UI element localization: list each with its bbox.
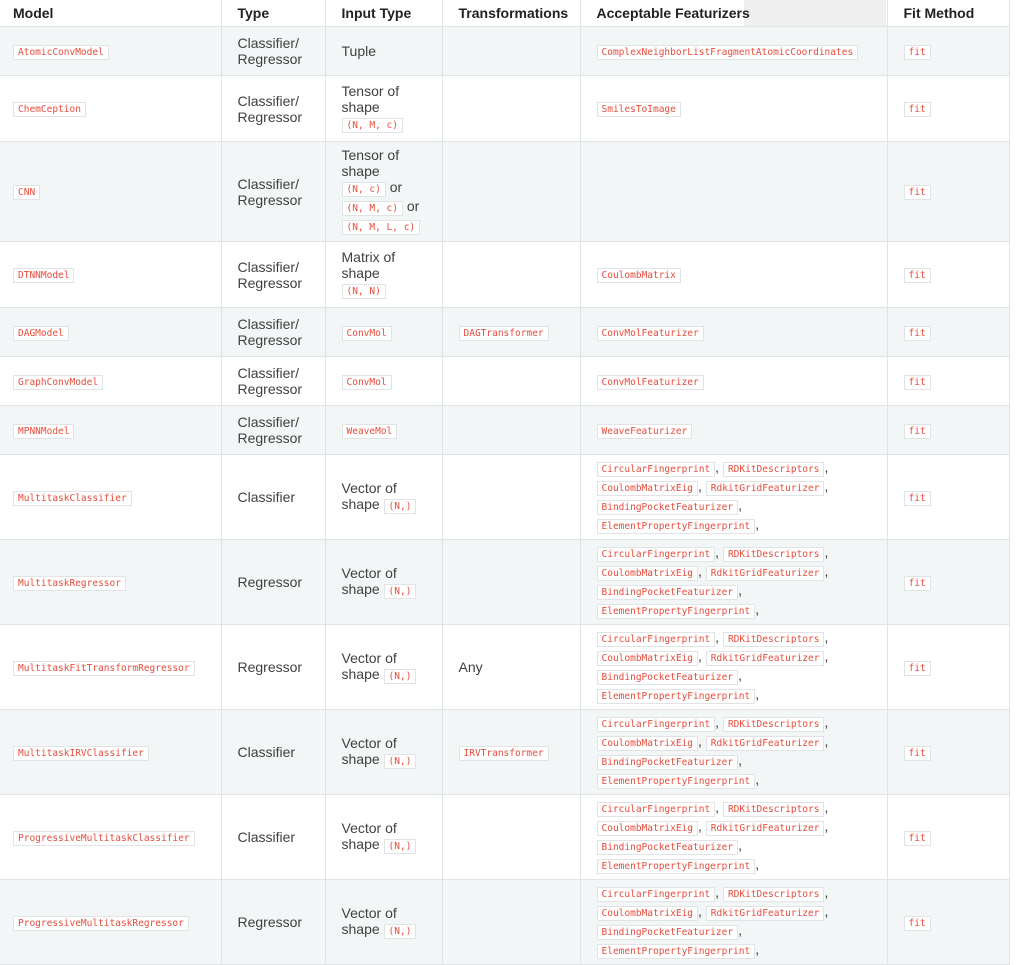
- fit-method-link[interactable]: fit: [904, 375, 931, 390]
- fit-method-link[interactable]: fit: [904, 185, 931, 200]
- transformations-cell: [442, 27, 580, 76]
- table-row: [0, 142, 1009, 242]
- transformations-cell: [442, 142, 580, 242]
- featurizers-cell: CircularFingerprint , RDKitDescriptors , CoulombMatrixEig , RdkitGridFeaturizer , BindingPocketFeaturizer , ElementPropertyFingerprint ,: [580, 625, 887, 710]
- featurizer-link[interactable]: CircularFingerprint: [597, 802, 716, 817]
- fit-method-link[interactable]: fit: [904, 661, 931, 676]
- input-type-code: (N,): [384, 839, 417, 854]
- model-cell: [0, 625, 221, 710]
- type-text: Regressor: [237, 914, 303, 930]
- featurizers-cell: [580, 242, 887, 308]
- model-cell: [0, 540, 221, 625]
- type-text: Regressor: [237, 659, 303, 675]
- model-name-link[interactable]: ProgressiveMultitaskRegressor: [13, 916, 189, 931]
- model-name-link[interactable]: MultitaskClassifier: [13, 491, 132, 506]
- type-text: Classifier: [237, 489, 296, 505]
- featurizer-link[interactable]: ElementPropertyFingerprint: [597, 774, 756, 789]
- input-type-code: WeaveMol: [342, 424, 398, 439]
- fit-method-cell: [887, 27, 1009, 76]
- featurizer-link[interactable]: ElementPropertyFingerprint: [597, 859, 756, 874]
- input-type-text: shape: [341, 265, 380, 281]
- featurizer-link[interactable]: RdkitGridFeaturizer: [706, 906, 825, 921]
- fit-method-link[interactable]: fit: [904, 746, 931, 761]
- table-row: [0, 242, 1009, 308]
- header-type: Type: [221, 0, 325, 27]
- featurizers-cell: CircularFingerprint , RDKitDescriptors , CoulombMatrixEig , RdkitGridFeaturizer , BindingPocketFeaturizer , ElementPropertyFingerprint ,: [580, 540, 887, 625]
- type-text: Classifier/: [237, 92, 299, 109]
- type-cell: [221, 710, 325, 795]
- model-cell: [0, 76, 221, 142]
- input-type-code: (N, M, L, c): [342, 220, 421, 235]
- model-name-link[interactable]: GraphConvModel: [13, 375, 103, 390]
- input-type-text: Vector of: [341, 564, 397, 581]
- header-acceptable-featurizers: Acceptable Featurizers: [580, 0, 887, 27]
- input-type-code: (N, c): [342, 182, 386, 197]
- type-text: Classifier/: [237, 365, 299, 381]
- input-type-text: Vector of: [341, 819, 397, 836]
- model-name-link[interactable]: ProgressiveMultitaskClassifier: [13, 831, 195, 846]
- fit-method-link[interactable]: fit: [904, 102, 931, 117]
- model-name-link[interactable]: MultitaskRegressor: [13, 576, 126, 591]
- featurizer-link[interactable]: RdkitGridFeaturizer: [706, 736, 825, 751]
- table-row: [0, 540, 1009, 625]
- transformer-link[interactable]: IRVTransformer: [459, 746, 549, 761]
- featurizer-link[interactable]: SmilesToImage: [597, 102, 681, 117]
- featurizer-link[interactable]: ComplexNeighborListFragmentAtomicCoordinates: [597, 45, 859, 60]
- header-fit-method: Fit Method: [887, 0, 1009, 27]
- featurizer-link[interactable]: CoulombMatrixEig: [597, 906, 699, 921]
- input-type-text: shape: [341, 665, 384, 682]
- featurizer-link[interactable]: CircularFingerprint: [597, 632, 716, 647]
- model-cell: [0, 406, 221, 455]
- fit-method-cell: [887, 710, 1009, 795]
- type-text: Classifier/: [237, 316, 299, 332]
- type-cell: [221, 406, 325, 455]
- fit-method-link[interactable]: fit: [904, 424, 931, 439]
- input-type-text: shape: [341, 495, 384, 512]
- featurizer-link[interactable]: ConvMolFeaturizer: [597, 326, 704, 341]
- transformations-cell: [442, 710, 580, 795]
- type-text: Classifier/: [237, 258, 299, 275]
- fit-method-link[interactable]: fit: [904, 831, 931, 846]
- model-cell: [0, 880, 221, 965]
- fit-method-cell: [887, 142, 1009, 242]
- table-row: [0, 880, 1009, 965]
- input-type-code: ConvMol: [342, 375, 392, 390]
- featurizer-link[interactable]: ElementPropertyFingerprint: [597, 604, 756, 619]
- table-row: [0, 357, 1009, 406]
- model-cell: [0, 357, 221, 406]
- input-type-cell: [325, 795, 442, 880]
- type-text: Classifier: [237, 829, 296, 845]
- input-type-text: or: [402, 198, 420, 214]
- transformations-cell: [442, 76, 580, 142]
- model-cell: [0, 795, 221, 880]
- model-name-link[interactable]: DTNNModel: [13, 268, 74, 283]
- type-cell: [221, 625, 325, 710]
- type-text: Regressor: [237, 191, 303, 208]
- fit-method-cell: [887, 455, 1009, 540]
- featurizer-link[interactable]: CircularFingerprint: [597, 462, 716, 477]
- table-row: [0, 308, 1009, 357]
- model-cell: [0, 710, 221, 795]
- input-type-text: Vector of: [341, 904, 397, 921]
- input-type-text: shape: [341, 920, 384, 937]
- featurizers-cell: [580, 142, 887, 242]
- input-type-code: (N, M, c): [342, 201, 403, 216]
- fit-method-link[interactable]: fit: [904, 491, 931, 506]
- type-cell: [221, 795, 325, 880]
- featurizer-link[interactable]: BindingPocketFeaturizer: [597, 500, 739, 515]
- transformations-cell: [442, 540, 580, 625]
- fit-method-link[interactable]: fit: [904, 268, 931, 283]
- featurizer-link[interactable]: BindingPocketFeaturizer: [597, 925, 739, 940]
- input-type-text: Vector of: [341, 649, 397, 666]
- input-type-text: Matrix of: [341, 249, 396, 265]
- input-type-cell: [325, 142, 442, 242]
- model-cell: [0, 242, 221, 308]
- type-cell: [221, 142, 325, 242]
- featurizer-link[interactable]: CircularFingerprint: [597, 717, 716, 732]
- featurizer-link[interactable]: RdkitGridFeaturizer: [706, 651, 825, 666]
- featurizer-link[interactable]: WeaveFeaturizer: [597, 424, 693, 439]
- input-type-cell: [325, 710, 442, 795]
- transformations-cell: [442, 308, 580, 357]
- input-type-text: Vector of: [341, 479, 397, 496]
- input-type-text: shape: [341, 99, 380, 115]
- input-type-code: (N,): [384, 924, 417, 939]
- featurizer-link[interactable]: CircularFingerprint: [597, 547, 716, 562]
- input-type-text: shape: [341, 163, 380, 179]
- fit-method-link[interactable]: fit: [904, 576, 931, 591]
- type-cell: [221, 308, 325, 357]
- featurizers-cell: CircularFingerprint , RDKitDescriptors , CoulombMatrixEig , RdkitGridFeaturizer , BindingPocketFeaturizer , ElementPropertyFingerprint ,: [580, 880, 887, 965]
- input-type-cell: [325, 880, 442, 965]
- type-cell: [221, 27, 325, 76]
- input-type-code: (N,): [384, 499, 417, 514]
- type-text: Regressor: [237, 108, 303, 125]
- type-cell: [221, 357, 325, 406]
- input-type-text: or: [385, 179, 403, 195]
- fit-method-cell: [887, 406, 1009, 455]
- featurizer-link[interactable]: BindingPocketFeaturizer: [597, 670, 739, 685]
- featurizer-link[interactable]: BindingPocketFeaturizer: [597, 840, 739, 855]
- fit-method-link[interactable]: fit: [904, 45, 931, 60]
- featurizers-cell: [580, 406, 887, 455]
- input-type-text: Tensor of: [341, 83, 400, 99]
- featurizer-link[interactable]: RdkitGridFeaturizer: [706, 481, 825, 496]
- featurizer-link[interactable]: RDKitDescriptors: [723, 547, 825, 562]
- featurizers-cell: CircularFingerprint , RDKitDescriptors , CoulombMatrixEig , RdkitGridFeaturizer , BindingPocketFeaturizer , ElementPropertyFingerprint ,: [580, 455, 887, 540]
- model-cell: [0, 308, 221, 357]
- transformations-cell: [442, 357, 580, 406]
- featurizer-link[interactable]: CoulombMatrixEig: [597, 566, 699, 581]
- featurizer-link[interactable]: RDKitDescriptors: [723, 717, 825, 732]
- featurizer-link[interactable]: ElementPropertyFingerprint: [597, 689, 756, 704]
- input-type-text: Vector of: [341, 734, 397, 751]
- featurizer-link[interactable]: RdkitGridFeaturizer: [706, 821, 825, 836]
- input-type-cell: [325, 76, 442, 142]
- input-type-text: Tuple: [341, 43, 377, 59]
- featurizer-link[interactable]: ElementPropertyFingerprint: [597, 519, 756, 534]
- input-type-cell: [325, 308, 442, 357]
- table-row: [0, 710, 1009, 795]
- input-type-cell: [325, 455, 442, 540]
- input-type-code: (N, N): [342, 284, 386, 299]
- transformer-link[interactable]: DAGTransformer: [459, 326, 549, 341]
- fit-method-cell: [887, 242, 1009, 308]
- input-type-code: (N, M, c): [342, 118, 403, 133]
- table-row: [0, 76, 1009, 142]
- input-type-code: (N,): [384, 584, 417, 599]
- transformations-cell: [442, 455, 580, 540]
- featurizer-link[interactable]: CoulombMatrixEig: [597, 736, 699, 751]
- featurizer-link[interactable]: CoulombMatrixEig: [597, 481, 699, 496]
- table-row: [0, 625, 1009, 710]
- type-cell: [221, 455, 325, 540]
- featurizer-link[interactable]: CircularFingerprint: [597, 887, 716, 902]
- model-name-link[interactable]: MultitaskFitTransformRegressor: [13, 661, 195, 676]
- transformations-cell: [442, 625, 580, 710]
- featurizer-link[interactable]: RDKitDescriptors: [723, 632, 825, 647]
- featurizers-cell: [580, 76, 887, 142]
- type-cell: [221, 242, 325, 308]
- model-name-link[interactable]: MPNNModel: [13, 424, 74, 439]
- featurizer-link[interactable]: RDKitDescriptors: [723, 802, 825, 817]
- input-type-cell: [325, 625, 442, 710]
- transformations-cell: [442, 242, 580, 308]
- input-type-cell: [325, 27, 442, 76]
- type-cell: [221, 540, 325, 625]
- featurizer-link[interactable]: BindingPocketFeaturizer: [597, 755, 739, 770]
- model-cell: [0, 142, 221, 242]
- featurizer-link[interactable]: RdkitGridFeaturizer: [706, 566, 825, 581]
- featurizer-link[interactable]: CoulombMatrixEig: [597, 821, 699, 836]
- type-text: Regressor: [237, 574, 303, 590]
- fit-method-cell: [887, 625, 1009, 710]
- featurizers-cell: CircularFingerprint , RDKitDescriptors , CoulombMatrixEig , RdkitGridFeaturizer , BindingPocketFeaturizer , ElementPropertyFingerprint ,: [580, 795, 887, 880]
- type-text: Regressor: [237, 430, 303, 446]
- type-text: Classifier/: [237, 175, 299, 192]
- fit-method-link[interactable]: fit: [904, 916, 931, 931]
- input-type-cell: [325, 406, 442, 455]
- featurizers-cell: CircularFingerprint , RDKitDescriptors , CoulombMatrixEig , RdkitGridFeaturizer , BindingPocketFeaturizer , ElementPropertyFingerprint ,: [580, 710, 887, 795]
- featurizer-link[interactable]: RDKitDescriptors: [723, 462, 825, 477]
- model-cell: [0, 27, 221, 76]
- fit-method-cell: [887, 795, 1009, 880]
- type-text: Regressor: [237, 274, 303, 291]
- type-text: Regressor: [237, 381, 303, 397]
- type-text: Classifier/: [237, 414, 299, 430]
- transformations-text: Any: [458, 659, 483, 675]
- header-transformations: Transformations: [442, 0, 580, 27]
- type-cell: [221, 76, 325, 142]
- table-header-row: [0, 0, 1009, 27]
- featurizer-link[interactable]: RDKitDescriptors: [723, 887, 825, 902]
- header-model: Model: [0, 0, 221, 27]
- type-text: Regressor: [237, 332, 303, 348]
- input-type-cell: [325, 357, 442, 406]
- input-type-code: (N,): [384, 754, 417, 769]
- featurizer-link[interactable]: ConvMolFeaturizer: [597, 375, 704, 390]
- transformations-cell: [442, 795, 580, 880]
- model-name-link[interactable]: CNN: [13, 185, 40, 200]
- table-row: [0, 406, 1009, 455]
- input-type-text: Tensor of: [341, 147, 400, 163]
- featurizer-link[interactable]: CoulombMatrix: [597, 268, 681, 283]
- input-type-code: ConvMol: [342, 326, 392, 341]
- type-cell: [221, 880, 325, 965]
- input-type-text: shape: [341, 835, 384, 852]
- fit-method-cell: [887, 76, 1009, 142]
- input-type-text: shape: [341, 750, 384, 767]
- featurizer-link[interactable]: BindingPocketFeaturizer: [597, 585, 739, 600]
- featurizers-cell: [580, 308, 887, 357]
- featurizer-link[interactable]: ElementPropertyFingerprint: [597, 944, 756, 959]
- model-name-link[interactable]: ChemCeption: [13, 102, 86, 117]
- fit-method-link[interactable]: fit: [904, 326, 931, 341]
- model-name-link[interactable]: AtomicConvModel: [13, 45, 109, 60]
- fit-method-cell: [887, 357, 1009, 406]
- model-cell: [0, 455, 221, 540]
- input-type-cell: [325, 540, 442, 625]
- table-row: [0, 795, 1009, 880]
- transformations-cell: [442, 880, 580, 965]
- fit-method-cell: [887, 880, 1009, 965]
- input-type-cell: [325, 242, 442, 308]
- type-text: Classifier/: [237, 35, 299, 51]
- type-text: Regressor: [237, 51, 303, 67]
- featurizers-cell: [580, 357, 887, 406]
- transformations-cell: [442, 406, 580, 455]
- featurizer-link[interactable]: CoulombMatrixEig: [597, 651, 699, 666]
- type-text: Classifier: [237, 744, 296, 760]
- model-name-link[interactable]: DAGModel: [13, 326, 69, 341]
- table-row: [0, 455, 1009, 540]
- model-name-link[interactable]: MultitaskIRVClassifier: [13, 746, 149, 761]
- input-type-code: (N,): [384, 669, 417, 684]
- fit-method-cell: [887, 540, 1009, 625]
- fit-method-cell: [887, 308, 1009, 357]
- featurizers-cell: [580, 27, 887, 76]
- input-type-text: shape: [341, 580, 384, 597]
- table-row: [0, 27, 1009, 76]
- header-input-type: Input Type: [325, 0, 442, 27]
